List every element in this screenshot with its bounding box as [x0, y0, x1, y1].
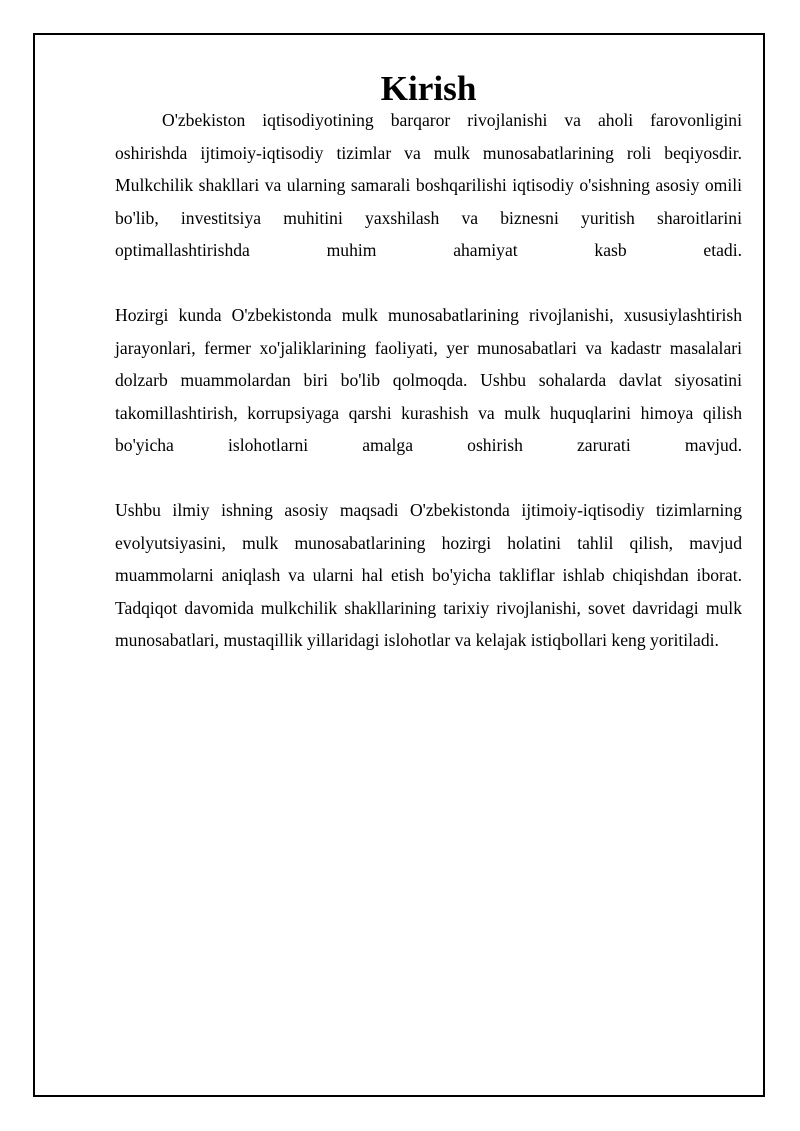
document-title: Kirish	[380, 69, 477, 108]
paragraph-3: Ushbu ilmiy ishning asosiy maqsadi O'zbekistonda ijtimoiy-iqtisodiy tizimlarning evolyutsiyasini, mulk munosabatlarining hozirgi holatini tahlil qilish, mavjud muammolarni aniqlash va ularni hal etish bo'yicha takliflar ishlab chiqishdan iborat. Tadqiqot davomida mulkchilik shakllarining tarixiy rivojlanishi, sovet davridagi mulk munosabatlari, mustaqillik yillaridagi islohotlar va kelajak istiqbollari keng yoritiladi.	[115, 500, 742, 650]
paragraph-1: O'zbekiston iqtisodiyotining barqaror rivojlanishi va aholi farovonligini oshirishda ijtimoiy-iqtisodiy tizimlar va mulk munosabatlarining roli beqiyosdir. Mulkchilik shakllari va ularning samarali boshqarilishi iqtisodiy o'sishning asosiy omili bo'lib, investitsiya muhitini yaxshilash va biznesni yuritish sharoitlarini optimallashtirishda muhim ahamiyat kasb etadi.	[115, 110, 742, 260]
document-body	[115, 69, 742, 657]
paragraph-spacer	[115, 267, 742, 300]
paragraph-2: Hozirgi kunda O'zbekistonda mulk munosabatlarining rivojlanishi, xususiylashtirish jarayonlari, fermer xo'jaliklarining faoliyati, yer munosabatlari va kadastr masalalari dolzarb muammolardan biri bo'lib qolmoqda. Ushbu sohalarda davlat siyosatini takomillashtirish, korrupsiyaga qarshi kurashish va mulk huquqlarini himoya qilish bo'yicha islohotlarni amalga oshirish zarurati mavjud.	[115, 305, 742, 455]
paragraph-spacer	[115, 462, 742, 495]
